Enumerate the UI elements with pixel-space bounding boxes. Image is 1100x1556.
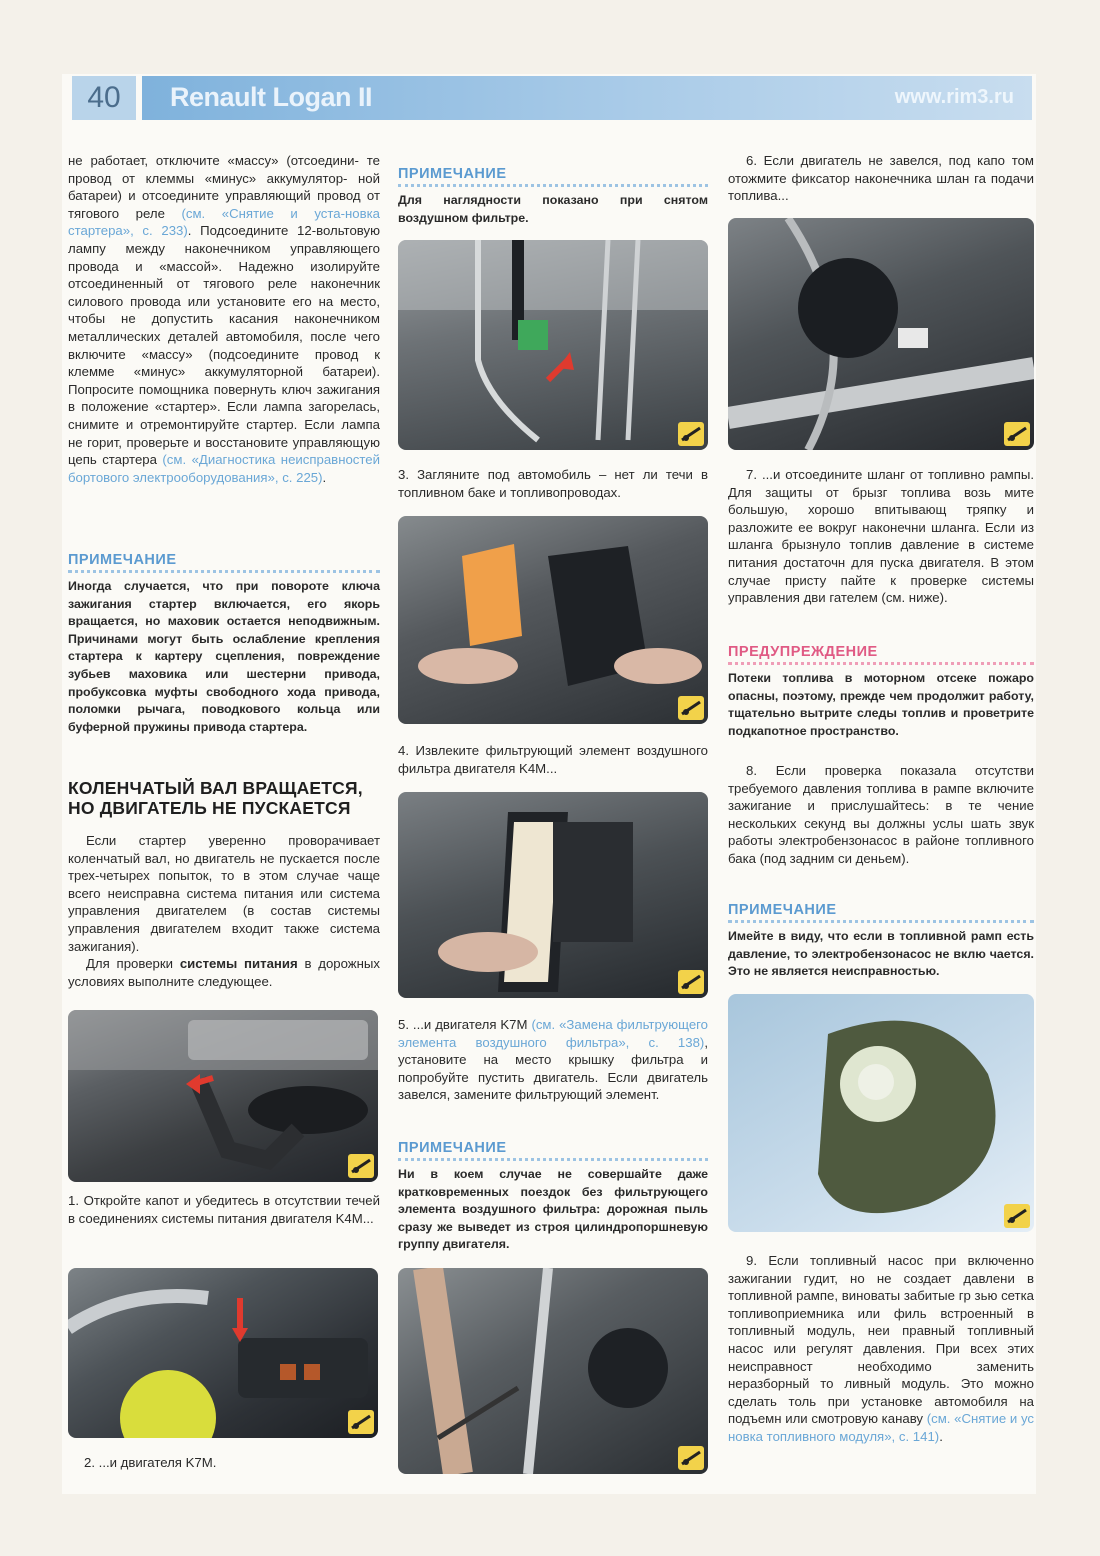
engine-k7m-illustration xyxy=(68,1268,378,1438)
fuel-hose-illustration xyxy=(398,1268,708,1474)
air-filter-k7m-illustration xyxy=(398,792,708,998)
site-url: www.rim3.ru xyxy=(894,86,1014,108)
note-box-right xyxy=(728,902,1034,981)
tool-icon xyxy=(678,696,704,720)
fuel-line-clip-illustration xyxy=(728,218,1034,450)
column-left xyxy=(68,152,380,486)
note-title: ПРИМЕЧАНИЕ xyxy=(398,166,708,187)
note-body: Имейте в виду, что если в топливной рамп есть давление, то электробензонасос не вклю чается. Это не является неисправностью. xyxy=(728,929,1034,979)
warning-title: ПРЕДУПРЕЖДЕНИЕ xyxy=(728,644,1034,665)
step-7-caption: 7. ...и отсоедините шланг от топливно рампы. Для защиты от брызг топлива возь мите большую, хорошо впитывающ тряпку и разложите ее вокруг наконечни шланга. Если из шланга брызнуло топлив давление в системе питания достаточн для пуска двигателя. В этом случае присту пайте к проверке системы управления дви гателем (см. ниже). xyxy=(728,467,1034,606)
paragraph: Если стартер уверенно проворачивает коленчатый вал, но двигатель не пускается после трех-четырех попыток, то в этом случае чаще всего неисправна система питания или система управления двигателем (в состав системы управления двигателем входит также система зажигания). xyxy=(68,833,380,954)
note-title: ПРИМЕЧАНИЕ xyxy=(728,902,1034,923)
intro-line: не работает, отключите «массу» (отсоедини- xyxy=(68,153,359,168)
section-heading xyxy=(68,778,380,818)
step-6-caption: 6. Если двигатель не завелся, под капо том отожмите фиксатор наконечника шлан га подачи топлива... xyxy=(728,153,1034,204)
step-1-caption: 1. Откройте капот и убедитесь в отсутствии течей в соединениях системы питания двигателя K4M... xyxy=(68,1193,380,1226)
engine-k4m-illustration xyxy=(68,1010,378,1182)
step-4-caption: 4. Извлеките фильтрующий элемент воздушного фильтра двигателя K4M... xyxy=(398,743,708,776)
intro-line: провод от тягового реле xyxy=(68,188,381,221)
step-5-caption xyxy=(398,1016,708,1104)
note-title: ПРИМЕЧАНИЕ xyxy=(68,552,380,573)
xref-link[interactable]: (см. «Замена фильтрующего элемента воздушного фильтра», с. 138) xyxy=(398,1017,709,1050)
air-filter-k7m-photo xyxy=(398,792,708,998)
tool-icon xyxy=(348,1410,374,1434)
note-box-middle xyxy=(398,166,708,227)
intro-line: ной батареи) и отсоедините управляющий xyxy=(68,170,380,204)
text-run: , установите на место крышку фильтра и попробуйте пустить двигатель. Если двигатель завелся, замените фильтрующий элемент. xyxy=(398,1034,708,1103)
note-title: ПРИМЕЧАНИЕ xyxy=(398,1140,708,1161)
fuel-module-photo xyxy=(728,994,1034,1232)
text-run: в дорожных условиях выполните следующее. xyxy=(68,956,380,989)
tool-icon xyxy=(678,422,704,446)
bold-run: системы питания xyxy=(179,956,298,972)
xref-link[interactable]: (см. «Диагностика неисправностей бортового электрооборудования», с. 225) xyxy=(68,452,380,485)
text-run: Для проверки xyxy=(86,956,180,972)
intro-end: . xyxy=(322,469,327,485)
book-title: Renault Logan II xyxy=(170,82,373,112)
fuel-line-clip-photo xyxy=(728,218,1034,450)
text-run: . xyxy=(939,1428,943,1444)
page-number: 40 xyxy=(72,76,136,120)
tool-icon xyxy=(1004,422,1030,446)
fuel-module-illustration xyxy=(728,994,1034,1232)
tool-icon xyxy=(678,970,704,994)
note-box-left xyxy=(68,552,380,736)
page-header xyxy=(72,76,1032,120)
step-8-caption: 8. Если проверка показала отсутстви требуемого давления топлива в рампе включите зажигание и прислушайтесь: в те чение нескольких секунд вы должны услы шать звук работы электробензонасос в районе топливного бака (под задним си деньем). xyxy=(728,763,1034,866)
warning-box xyxy=(728,644,1034,740)
underbody-photo xyxy=(398,240,708,450)
tool-icon xyxy=(348,1154,374,1178)
heading-line: КОЛЕНЧАТЫЙ ВАЛ ВРАЩАЕТСЯ, xyxy=(68,778,363,798)
note-box-middle-2 xyxy=(398,1140,708,1254)
section-text xyxy=(68,832,380,990)
note-body: Ни в коем случае не совершайте даже кратковременных поездок без фильтрующего элемента воздушного фильтра: дорожная пыль сразу же выведет из строя цилиндропоршневую группу двигателя. xyxy=(398,1167,708,1252)
intro-line: те провод от клеммы «минус» аккумулятор- xyxy=(68,153,380,186)
intro-paragraph xyxy=(68,152,380,486)
paragraph xyxy=(68,955,380,990)
step-3-caption: 3. Загляните под автомобиль – нет ли течи в топливном баке и топливопроводах. xyxy=(398,467,708,500)
note-body: Иногда случается, что при повороте ключа зажигания стартер включается, его якорь вращается, но маховик остается неподвижным. Причинами могут быть ослабление крепления стартера к картеру сцепления, повреждение зубьев маховика или шестерни привода, пробуксовка муфты свободного хода привода, поломки рычага, поводкового кольца или буферной пружины привода стартера. xyxy=(68,579,380,734)
tool-icon xyxy=(1004,1204,1030,1228)
warning-body: Потеки топлива в моторном отсеке пожаро опасны, поэтому, прежде чем продолжит работу, тщательно вытрите следы топлив и проветрите подкапотное пространство. xyxy=(728,671,1034,738)
engine-k7m-photo xyxy=(68,1268,378,1438)
text-run: 5. ...и двигателя K7M xyxy=(398,1017,532,1032)
xref-link[interactable]: (см. «Снятие и уста-новка стартера», с. 233) xyxy=(68,205,380,239)
intro-rest: . Подсоедините 12-вольтовую лампу между наконечником управляющего провода и «массой». Надежно изолируйте отсоединенный от тягового реле наконечник силового провода или установите его на место, чтобы не допустить касания наконечником металлических деталей автомобиля, после чего включите «массу» (подсоедините провод к клемме «минус» аккумуляторной батареи). Попросите помощника повернуть ключ зажигания в положение «стартер». Если лампа загорелась, снимите и отремонтируйте стартер. Если лампа не горит, проверьте и восстановите управляющую цепь стартера xyxy=(68,223,380,468)
underbody-illustration xyxy=(398,240,708,450)
air-filter-k4m-photo xyxy=(398,516,708,724)
heading-line: НО ДВИГАТЕЛЬ НЕ ПУСКАЕТСЯ xyxy=(68,798,351,818)
fuel-hose-photo xyxy=(398,1268,708,1474)
tool-icon xyxy=(678,1446,704,1470)
air-filter-k4m-illustration xyxy=(398,516,708,724)
text-run: 9. Если топливный насос при включенно зажигании гудит, но не создает давлени в топливной рампе, виноваты забитые гр зью сетка топливоприемника или филь встроенный в топливный модуль, неи правный топливный насос или регулят давления. При всех этих неисправност необходимо заменить неразборный то ливный модуль. Это можно сделать толь при установке автомобиля на подъемн или смотровую канаву xyxy=(728,1253,1034,1427)
note-body: Для наглядности показано при снятом воздушном фильтре. xyxy=(398,193,708,225)
xref-link[interactable]: (см. «Снятие и ус новка топливного модуля», с. 141) xyxy=(728,1411,1034,1444)
step-9-caption xyxy=(728,1252,1034,1446)
engine-k4m-photo xyxy=(68,1010,378,1182)
step-2-caption: 2. ...и двигателя K7M. xyxy=(84,1455,217,1470)
